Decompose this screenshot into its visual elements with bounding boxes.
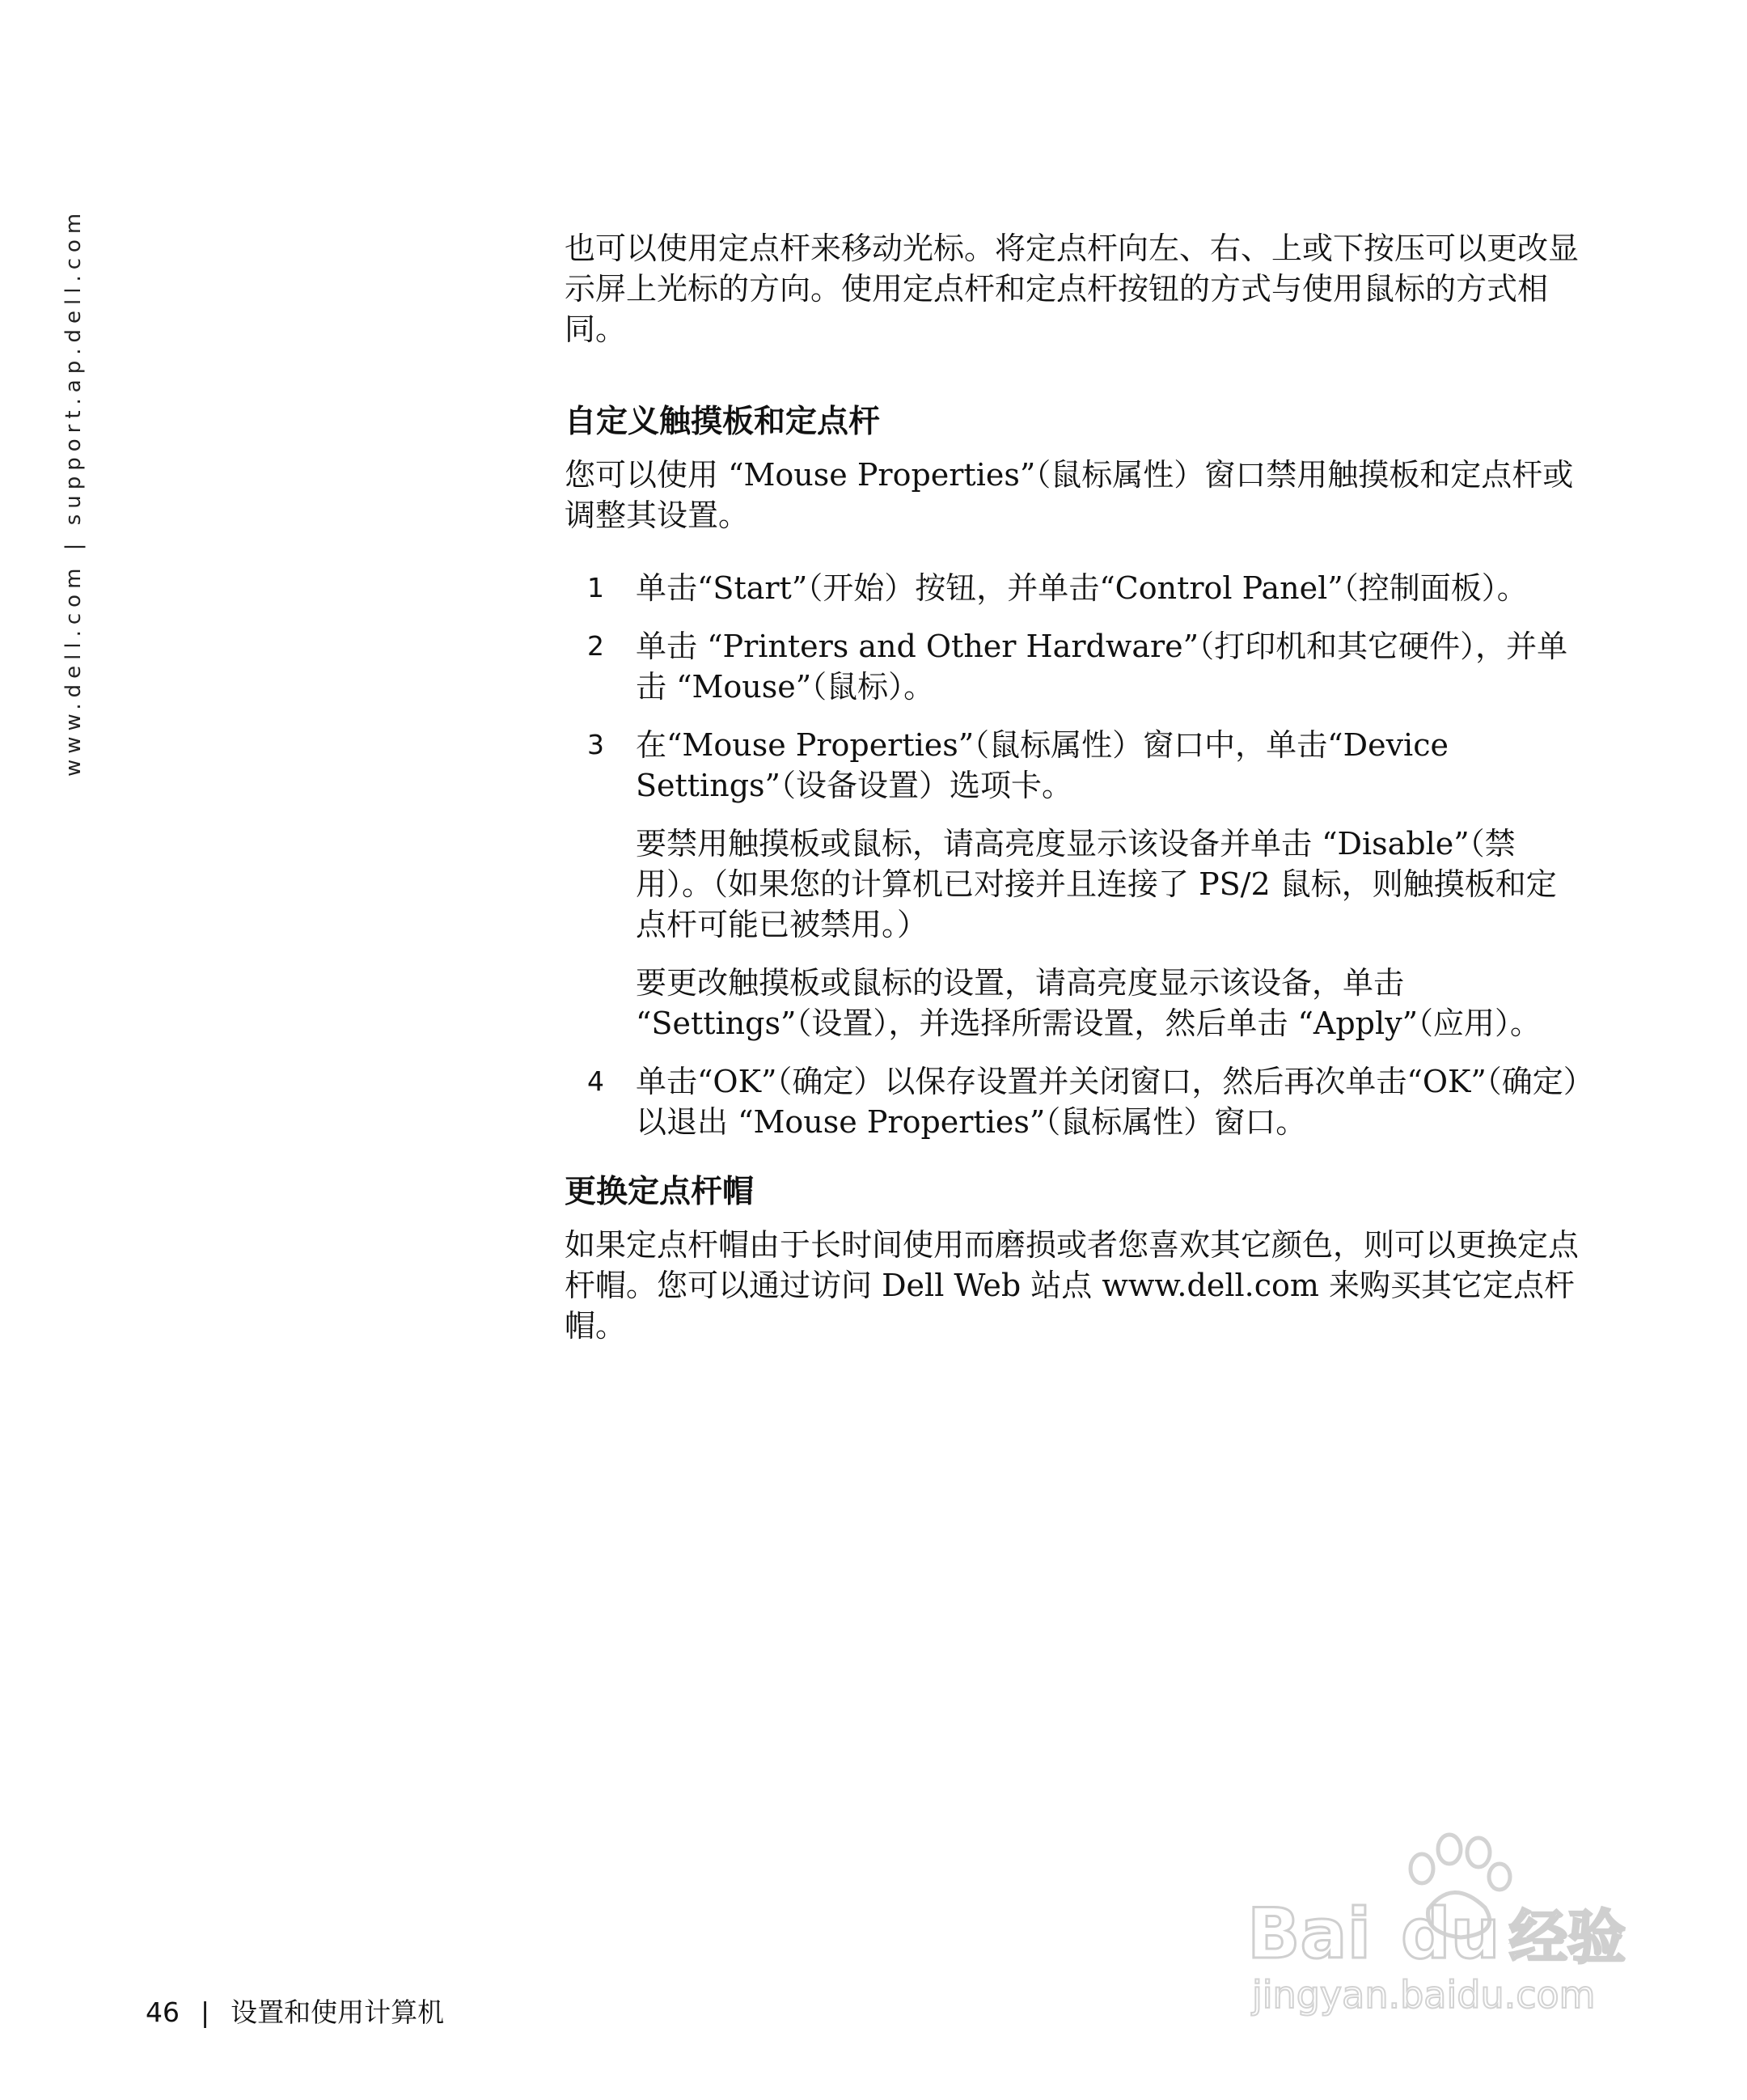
page-number: 46 — [146, 1996, 180, 2028]
watermark-url: jingyan.baidu.com — [1252, 1973, 1596, 2017]
step-item — [565, 1061, 1585, 1142]
step-text: 单击“Start”（开始）按钮，并单击“Control Panel”（控制面板）。 — [636, 570, 1528, 606]
svg-text:Bai: Bai — [1247, 1894, 1372, 1975]
intro-paragraph: 也可以使用定点杆来移动光标。将定点杆向左、右、上或下按压可以更改显示屏上光标的方向。使用定点杆和定点杆按钮的方式与使用鼠标的方式相同。 — [565, 231, 1580, 347]
chapter-title: 设置和使用计算机 — [231, 1996, 445, 2028]
step-item — [565, 568, 1585, 608]
step-number: 2 — [587, 630, 604, 662]
step-item — [565, 725, 1585, 806]
step-text: 单击 “Printers and Other Hardware”（打印机和其它硬件），并单击 “Mouse”（鼠标）。 — [636, 629, 1568, 705]
steps-list — [565, 568, 1585, 1142]
step-number: 4 — [587, 1065, 604, 1097]
note-disable: 要禁用触摸板或鼠标，请高亮度显示该设备并单击 “Disable”（禁用）。（如果您的计算机已对接并且连接了 PS/2 鼠标，则触摸板和定点杆可能已被禁用。） — [636, 826, 1557, 942]
step-notes — [565, 823, 1585, 1044]
step-number: 1 — [587, 572, 604, 603]
section-heading-replace-cap: 更换定点杆帽 — [565, 1174, 755, 1210]
step-number: 3 — [587, 729, 604, 760]
step-item — [565, 626, 1585, 707]
baidu-watermark — [1242, 1820, 1663, 2022]
footer-separator: | — [201, 1996, 210, 2028]
side-url: www.dell.com | support.ap.dell.com — [61, 207, 86, 777]
section-paragraph-replace-cap: 如果定点杆帽由于长时间使用而磨损或者您喜欢其它颜色，则可以更换定点杆帽。您可以通过访问 Dell Web 站点 www.dell.com 来购买其它定点杆帽。 — [565, 1227, 1580, 1344]
section-heading-customize: 自定义触摸板和定点杆 — [565, 404, 881, 440]
main-content — [565, 228, 1585, 1346]
step-text: 单击“OK”（确定）以保存设置并关闭窗口，然后再次单击“OK”（确定）以退出 “Mouse Properties”（鼠标属性）窗口。 — [636, 1064, 1579, 1140]
baidu-logo — [1242, 1820, 1663, 2022]
step-text: 在“Mouse Properties”（鼠标属性）窗口中，单击“Device Settings”（设备设置）选项卡。 — [636, 727, 1449, 803]
page-footer — [146, 1992, 444, 2030]
section-paragraph-customize: 您可以使用 “Mouse Properties”（鼠标属性）窗口禁用触摸板和定点杆或调整其设置。 — [565, 457, 1574, 533]
note-settings: 要更改触摸板或鼠标的设置，请高亮度显示该设备，单击 “Settings”（设置），并选择所需设置，然后单击 “Apply”（应用）。 — [636, 965, 1542, 1041]
svg-text:du: du — [1401, 1894, 1500, 1975]
svg-text:经验: 经验 — [1509, 1903, 1626, 1971]
